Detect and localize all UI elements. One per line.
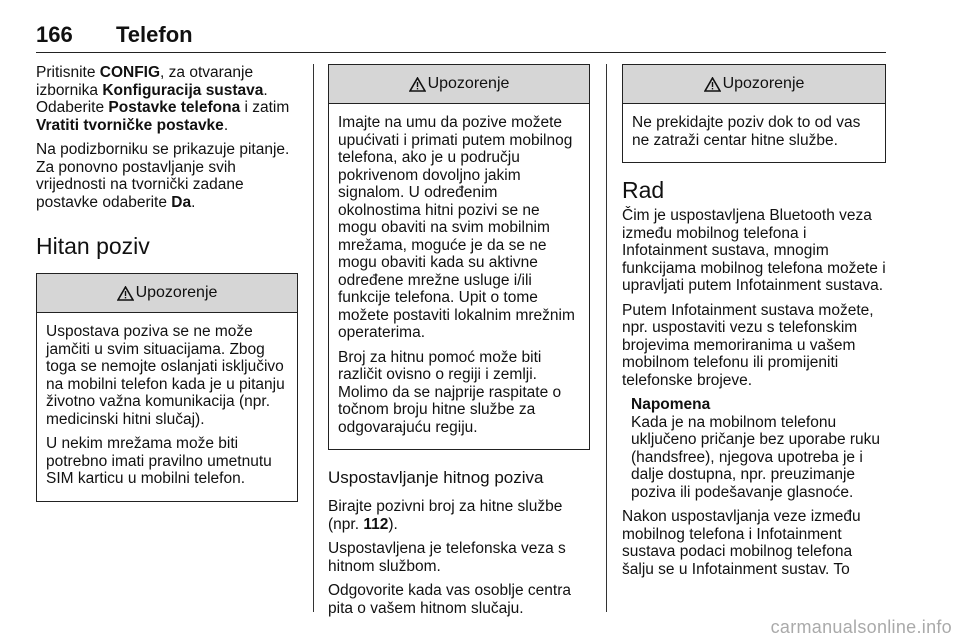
warning-title: Upozorenje [135,284,218,302]
warning-title: Upozorenje [722,75,805,93]
warning-header [37,274,297,313]
warning-header [623,65,885,104]
warning-body [329,104,589,449]
warning-paragraph: U nekim mrežama može biti potrebno imati pravilno umetnutu SIM karticu u mobilni telefon. [46,435,272,487]
note-block [622,396,886,501]
warning-box-2 [328,64,590,450]
text-run: . [191,193,196,211]
note-text: Kada je na mobilnom telefonu uključeno pričanje bez uporabe ruku (handsfree), njegova upotreba je i dalje dostupna, npr. preuzimanje poziva ili podešavanje glasnoće. [631,413,881,501]
column-divider-2 [606,64,607,612]
text-run: ). [388,515,398,533]
warning-body [623,104,885,162]
warning-triangle-icon [117,286,134,301]
warning-header [329,65,589,104]
operation-paragraph-1: Čim je uspostavljena Bluetooth veza između mobilnog telefona i Infotainment sustava, mnogim funkcijama mobilnog telefona možete i upravljati putem Infotainment sustava. [622,207,886,294]
bold-term: Da [171,193,192,211]
section-heading-emergency-call: Hitan poziv [36,233,150,259]
warning-triangle-icon [409,77,426,92]
note-title: Napomena [631,396,711,413]
subheading-establishing-call: Uspostavljanje hitnog poziva [328,468,544,487]
reset-instructions-paragraph [36,64,298,134]
operation-paragraph-3: Nakon uspostavljanja veze između mobilnog telefona i Infotainment sustava podaci mobilnog telefona šalju se u Infotainment sustav. To [622,508,861,578]
warning-title: Upozorenje [427,75,510,93]
text-run: i zatim [240,99,290,116]
bold-term: Konfiguracija sustava [102,81,264,99]
column-1 [36,64,298,502]
warning-paragraph: Broj za hitnu pomoć može biti različit ovisno o regiji i zemlji. Molimo da se najprije raspitate o točnom broju hitne službe za odgovarajuću regiju. [338,348,562,436]
warning-box-3 [622,64,886,163]
text-run: Pritisnite [36,64,100,81]
warning-paragraph: Ne prekidajte poziv dok to od vas ne zatraži centar hitne službe. [632,114,861,149]
bold-term: 112 [363,515,389,533]
warning-paragraph: Uspostava poziva se ne može jamčiti u svim situacijama. Zbog toga se nemojte oslanjati isključivo na mobilni telefon kada je u pitanju životno važna komunikacija (npr. medicinski hitni slučaj). [46,323,285,428]
bold-term: Vratiti tvorničke postavke [36,116,224,134]
warning-paragraph: Imajte na umu da pozive možete upućivati i primati putem mobilnog telefona, ako je u području pokrivenom dovoljno jakim signalom. U određenim okolnostima hitni pozivi se ne mogu obaviti na svim mobilnim mrežama, moguće je da se ne mogu obaviti kada su aktivne određene mrežne usluge i/ili funkcije telefona. Upit o tome možete postaviti lokalnim mrežnim operaterima. [338,114,575,341]
warning-body [37,313,297,501]
text-run: Birajte pozivni broj za hitne službe (npr. [328,498,563,533]
watermark-logo: carmanualsonline.info [770,617,952,637]
column-divider-1 [313,64,314,612]
page-header [36,22,886,53]
column-2 [328,64,590,624]
bold-term: CONFIG [99,64,161,81]
operation-paragraph-2: Putem Infotainment sustava možete, npr. uspostaviti vezu s telefonskim brojevima memoriranima u vašem mobilnom telefonu ili promijeniti telefonske brojeve. [622,301,874,389]
section-heading-operation: Rad [622,177,665,203]
text-run: , za otvaranje izbornika [36,64,254,99]
text-run: . [223,116,229,134]
column-3 [622,64,886,585]
text-run: . Odaberite [36,81,268,116]
text-run: Na podizborniku se prikazuje pitanje. Za ponovno postavljanje svih vrijednosti na tvornički zadane postavke odaberite [36,141,290,211]
reset-confirm-paragraph [36,141,298,211]
warning-box-1 [36,273,298,502]
answer-paragraph: Odgovorite kada vas osoblje centra pita o vašem hitnom slučaju. [328,582,571,617]
warning-triangle-icon [704,77,721,92]
connection-paragraph: Uspostavljena je telefonska veza s hitnom službom. [328,540,566,575]
chapter-title: Telefon [116,22,193,47]
page-number: 166 [36,22,73,47]
dial-paragraph [328,498,590,533]
bold-term: Postavke telefona [108,99,241,116]
